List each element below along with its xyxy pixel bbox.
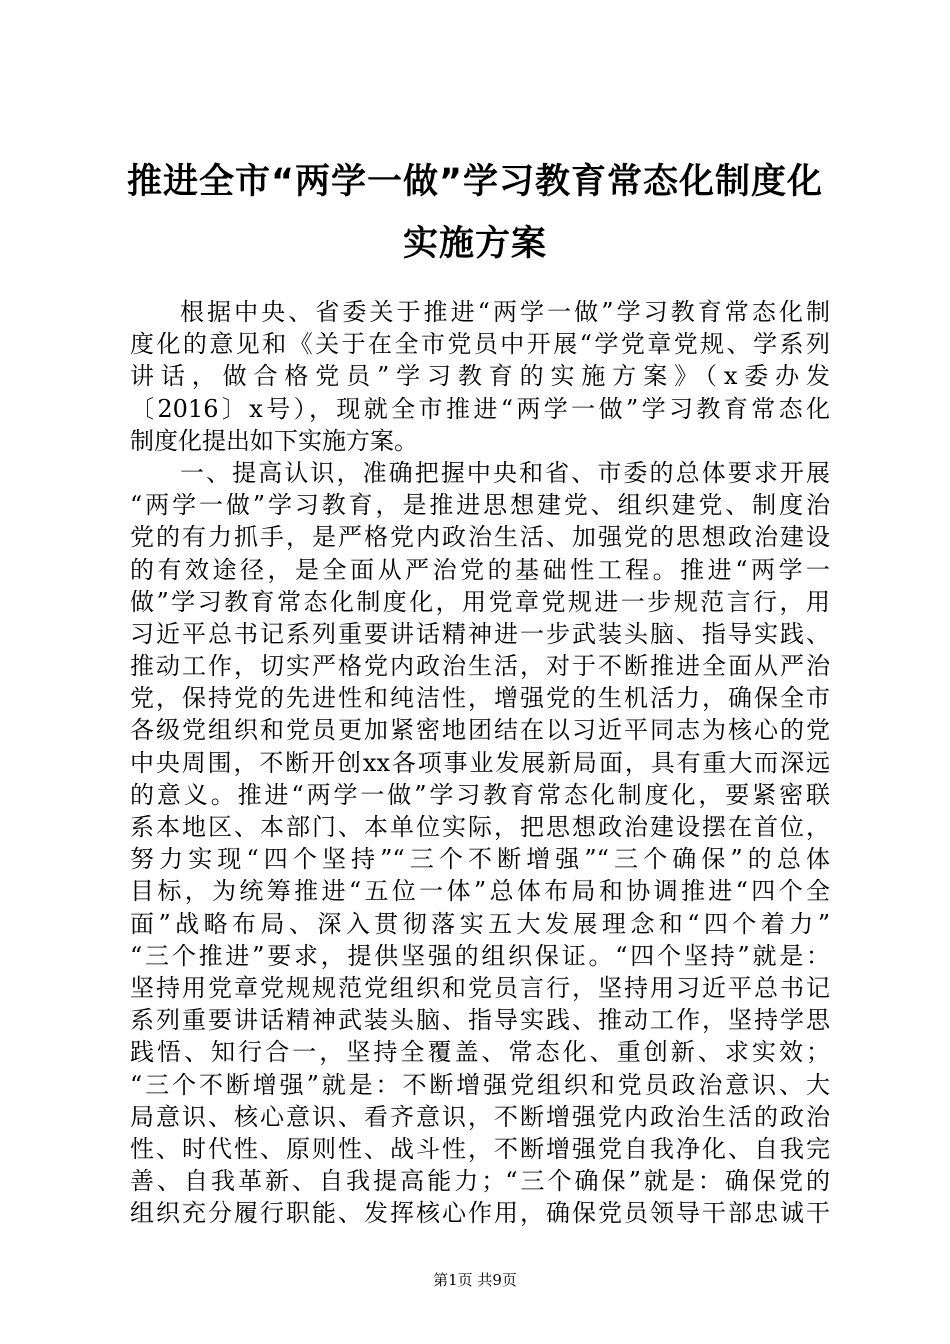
body-line: 〔2016〕x号），现就全市推进“两学一做”学习教育常态化 bbox=[130, 394, 830, 423]
body-line: 目标，为统筹推进“五位一体”总体布局和协调推进“四个全 bbox=[130, 877, 830, 906]
body-line: 讲话，做合格党员”学习教育的实施方案》（x委办发 bbox=[130, 362, 830, 391]
body-line: 推动工作，切实严格党内政治生活，对于不断推进全面从严治 bbox=[130, 652, 830, 681]
body-line: 度化的意见和《关于在全市党员中开展“学党章党规、学系列 bbox=[130, 330, 830, 359]
body-line: 一、提高认识，准确把握中央和省、市委的总体要求开展 bbox=[180, 458, 830, 487]
body-line: 做”学习教育常态化制度化，用党章党规进一步规范言行，用 bbox=[130, 587, 830, 616]
document-title-line-1: 推进全市“两学一做”学习教育常态化制度化 bbox=[126, 162, 823, 202]
body-line: 的意义。推进“两学一做”学习教育常态化制度化，要紧密联 bbox=[130, 780, 830, 809]
body-line: 坚持用党章党规规范党组织和党员言行，坚持用习近平总书记 bbox=[130, 973, 830, 1002]
body-line: 践悟、知行合一，坚持全覆盖、常态化、重创新、求实效； bbox=[130, 1038, 830, 1067]
body-line: 系列重要讲话精神武装头脑、指导实践、推动工作，坚持学思 bbox=[130, 1006, 830, 1035]
document-body bbox=[130, 296, 830, 1229]
body-line: 组织充分履行职能、发挥核心作用，确保党员领导干部忠诚干 bbox=[130, 1199, 830, 1228]
body-line: 局意识、核心意识、看齐意识，不断增强党内政治生活的政治 bbox=[130, 1102, 830, 1131]
document-title-line-2: 实施方案 bbox=[402, 224, 547, 264]
body-line: “三个不断增强”就是：不断增强党组织和党员政治意识、大 bbox=[130, 1070, 830, 1099]
body-line: 各级党组织和党员更加紧密地团结在以习近平同志为核心的党 bbox=[130, 716, 830, 745]
body-line: 系本地区、本部门、本单位实际，把思想政治建设摆在首位， bbox=[130, 813, 830, 841]
body-line: 习近平总书记系列重要讲话精神进一步武装头脑、指导实践、 bbox=[130, 619, 830, 648]
body-line: 根据中央、省委关于推进“两学一做”学习教育常态化制 bbox=[180, 298, 830, 326]
body-line: “两学一做”学习教育，是推进思想建党、组织建党、制度治 bbox=[130, 491, 830, 520]
page-number-footer: 第1页 共9页 bbox=[433, 1271, 517, 1289]
body-line: 面”战略布局、深入贯彻落实五大发展理念和“四个着力” bbox=[130, 909, 830, 938]
body-line: 努力实现“四个坚持”“三个不断增强”“三个确保”的总体 bbox=[130, 845, 830, 874]
body-line: 中央周围，不断开创xx各项事业发展新局面，具有重大而深远 bbox=[130, 748, 830, 777]
body-line: 性、时代性、原则性、战斗性，不断增强党自我净化、自我完 bbox=[130, 1134, 830, 1163]
body-line: 党，保持党的先进性和纯洁性，增强党的生机活力，确保全市 bbox=[130, 684, 830, 713]
body-line: 党的有力抓手，是严格党内政治生活、加强党的思想政治建设 bbox=[130, 523, 830, 552]
body-line: 制度化提出如下实施方案。 bbox=[130, 426, 418, 455]
body-line: 善、自我革新、自我提高能力；“三个确保”就是：确保党的 bbox=[130, 1167, 830, 1196]
body-line: 的有效途径，是全面从严治党的基础性工程。推进“两学一 bbox=[130, 555, 830, 584]
body-line: “三个推进”要求，提供坚强的组织保证。“四个坚持”就是： bbox=[130, 941, 830, 970]
